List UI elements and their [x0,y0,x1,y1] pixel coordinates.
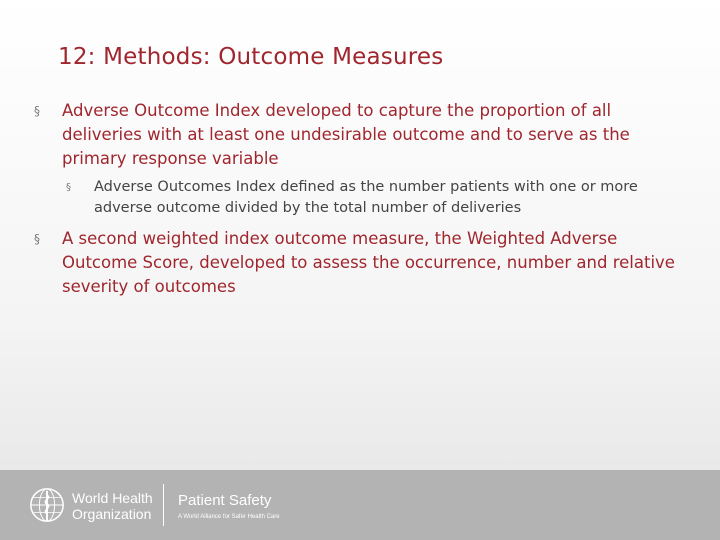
bullet-marker: § [66,182,71,193]
bullet-item [34,227,684,299]
org-line-2: Organization [72,506,152,522]
footer-divider [163,484,164,526]
bullet-text: A second weighted index outcome measure, the Weighted Adverse Outcome Score, developed to assess the occurrence, number and relative severity of outcomes [62,229,675,296]
organization-name [72,490,153,522]
program-name: Patient Safety [178,492,272,509]
bullet-text: Adverse Outcome Index developed to capture the proportion of all deliveries with at least one undesirable outcome and to serve as the primary response variable [62,101,630,168]
bullet-item [34,99,684,171]
bullet-list [34,99,684,305]
sub-bullet-text: Adverse Outcomes Index defined as the number patients with one or more adverse outcome divided by the total number of deliveries [94,179,638,216]
program-tagline: A World Alliance for Safer Health Care [178,514,280,520]
sub-bullet-item [66,177,684,219]
bullet-marker: § [34,232,40,246]
slide-title: 12: Methods: Outcome Measures [58,44,444,70]
who-emblem-icon [28,486,66,524]
footer-bar [0,470,720,540]
bullet-marker: § [34,104,40,118]
org-line-1: World Health [72,490,153,506]
